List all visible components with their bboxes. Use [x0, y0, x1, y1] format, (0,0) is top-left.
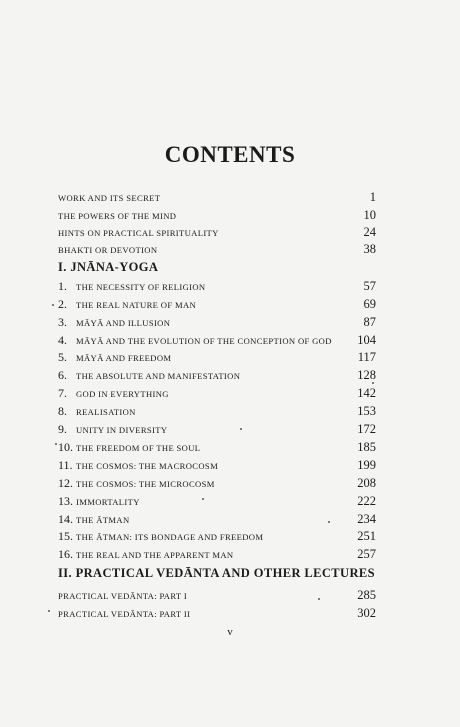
entry-number: 3.	[58, 315, 67, 329]
entry-number: 2.	[58, 297, 67, 311]
entry-title: THE FREEDOM OF THE SOUL	[76, 443, 201, 453]
entry-number: 10.	[58, 440, 73, 454]
entry-title: THE POWERS OF THE MIND	[58, 211, 177, 221]
scan-speck	[202, 498, 204, 500]
entry-number: 9.	[58, 422, 67, 436]
toc-entry	[58, 512, 376, 528]
entry-number: 5.	[58, 350, 67, 364]
entry-title: THE ABSOLUTE AND MANIFESTATION	[76, 371, 241, 381]
entry-page: 251	[357, 529, 376, 543]
entry-page: 185	[357, 440, 376, 454]
toc-entry	[58, 315, 376, 331]
entry-page: 24	[363, 225, 376, 239]
entry-page: 117	[357, 350, 376, 364]
entry-page: 57	[363, 279, 376, 293]
entry-title: REALISATION	[76, 407, 136, 417]
page-title: CONTENTS	[164, 142, 296, 167]
scan-speck	[48, 610, 50, 612]
entry-page: 285	[357, 588, 376, 602]
entry-title: GOD IN EVERYTHING	[76, 389, 169, 399]
entry-number: 16.	[58, 547, 73, 561]
toc-entry	[58, 529, 376, 545]
toc-entry	[58, 190, 376, 206]
entry-title: IMMORTALITY	[76, 497, 140, 507]
entry-title: BHAKTI OR DEVOTION	[58, 245, 158, 255]
entry-page: 208	[357, 476, 376, 490]
entry-title: PRACTICAL VEDĀNTA: PART II	[58, 609, 191, 619]
entry-title: PRACTICAL VEDĀNTA: PART I	[58, 591, 188, 601]
scan-speck	[52, 304, 54, 306]
entry-page: 234	[357, 512, 376, 526]
toc-entry	[58, 458, 376, 474]
entry-number: 15.	[58, 529, 73, 543]
scan-speck	[55, 443, 57, 445]
scan-speck	[240, 428, 242, 430]
entry-title: THE COSMOS: THE MICROCOSM	[76, 479, 215, 489]
entry-number: 13.	[58, 494, 73, 508]
entry-title: UNITY IN DIVERSITY	[76, 425, 168, 435]
entry-title: MĀYĀ AND FREEDOM	[76, 353, 172, 363]
entry-page: 142	[357, 386, 376, 400]
entry-page: 257	[357, 547, 376, 561]
entry-page: 172	[357, 422, 376, 436]
scan-speck	[318, 598, 320, 600]
entry-page: 10	[363, 208, 376, 222]
entry-number: 8.	[58, 404, 67, 418]
toc-entry	[58, 404, 376, 420]
entry-title: THE REAL NATURE OF MAN	[76, 300, 197, 310]
toc-entry	[58, 547, 376, 563]
toc-entry	[58, 494, 376, 510]
section-heading: II. PRACTICAL VEDĀNTA AND OTHER LECTURES	[58, 566, 375, 580]
toc-entry	[58, 422, 376, 438]
toc-entry	[58, 606, 376, 622]
entry-page: 104	[357, 333, 376, 347]
toc-entry	[58, 208, 376, 224]
entry-page: 302	[357, 606, 376, 620]
entry-page: 128	[357, 368, 376, 382]
entry-title: MĀYĀ AND ILLUSION	[76, 318, 171, 328]
entry-number: 6.	[58, 368, 67, 382]
entry-title: THE NECESSITY OF RELIGION	[76, 282, 206, 292]
toc-entry	[58, 242, 376, 258]
entry-page: 38	[363, 242, 376, 256]
entry-page: 153	[357, 404, 376, 418]
entry-page: 199	[357, 458, 376, 472]
toc-entry	[58, 386, 376, 402]
entry-title: MĀYĀ AND THE EVOLUTION OF THE CONCEPTION OF GOD	[76, 336, 332, 346]
toc-entry	[58, 225, 376, 241]
toc-entry	[58, 333, 376, 349]
entry-number: 7.	[58, 386, 67, 400]
toc-entry	[58, 440, 376, 456]
entry-page: 69	[363, 297, 376, 311]
entry-title: THE ĀTMAN	[76, 515, 130, 525]
entry-title: WORK AND ITS SECRET	[58, 193, 161, 203]
toc-entry	[58, 297, 376, 313]
entry-title: THE COSMOS: THE MACROCOSM	[76, 461, 219, 471]
entry-number: 4.	[58, 333, 67, 347]
toc-entry	[58, 350, 376, 366]
entry-number: 11.	[58, 458, 73, 472]
entry-number: 12.	[58, 476, 73, 490]
scan-speck	[328, 521, 330, 523]
toc-entry	[58, 279, 376, 295]
entry-number: 14.	[58, 512, 73, 526]
entry-page: 1	[369, 190, 376, 204]
section-heading: I. JNĀNA-YOGA	[58, 260, 159, 274]
entry-page: 222	[357, 494, 376, 508]
entry-title: THE REAL AND THE APPARENT MAN	[76, 550, 234, 560]
entry-page: 87	[363, 315, 376, 329]
page-number: v	[227, 626, 233, 638]
toc-entry	[58, 588, 376, 604]
entry-number: 1.	[58, 279, 67, 293]
entry-title: HINTS ON PRACTICAL SPIRITUALITY	[58, 228, 219, 238]
toc-entry	[58, 476, 376, 492]
entry-title: THE ĀTMAN: ITS BONDAGE AND FREEDOM	[76, 532, 264, 542]
toc-entry	[58, 368, 376, 384]
scan-speck	[372, 382, 374, 384]
